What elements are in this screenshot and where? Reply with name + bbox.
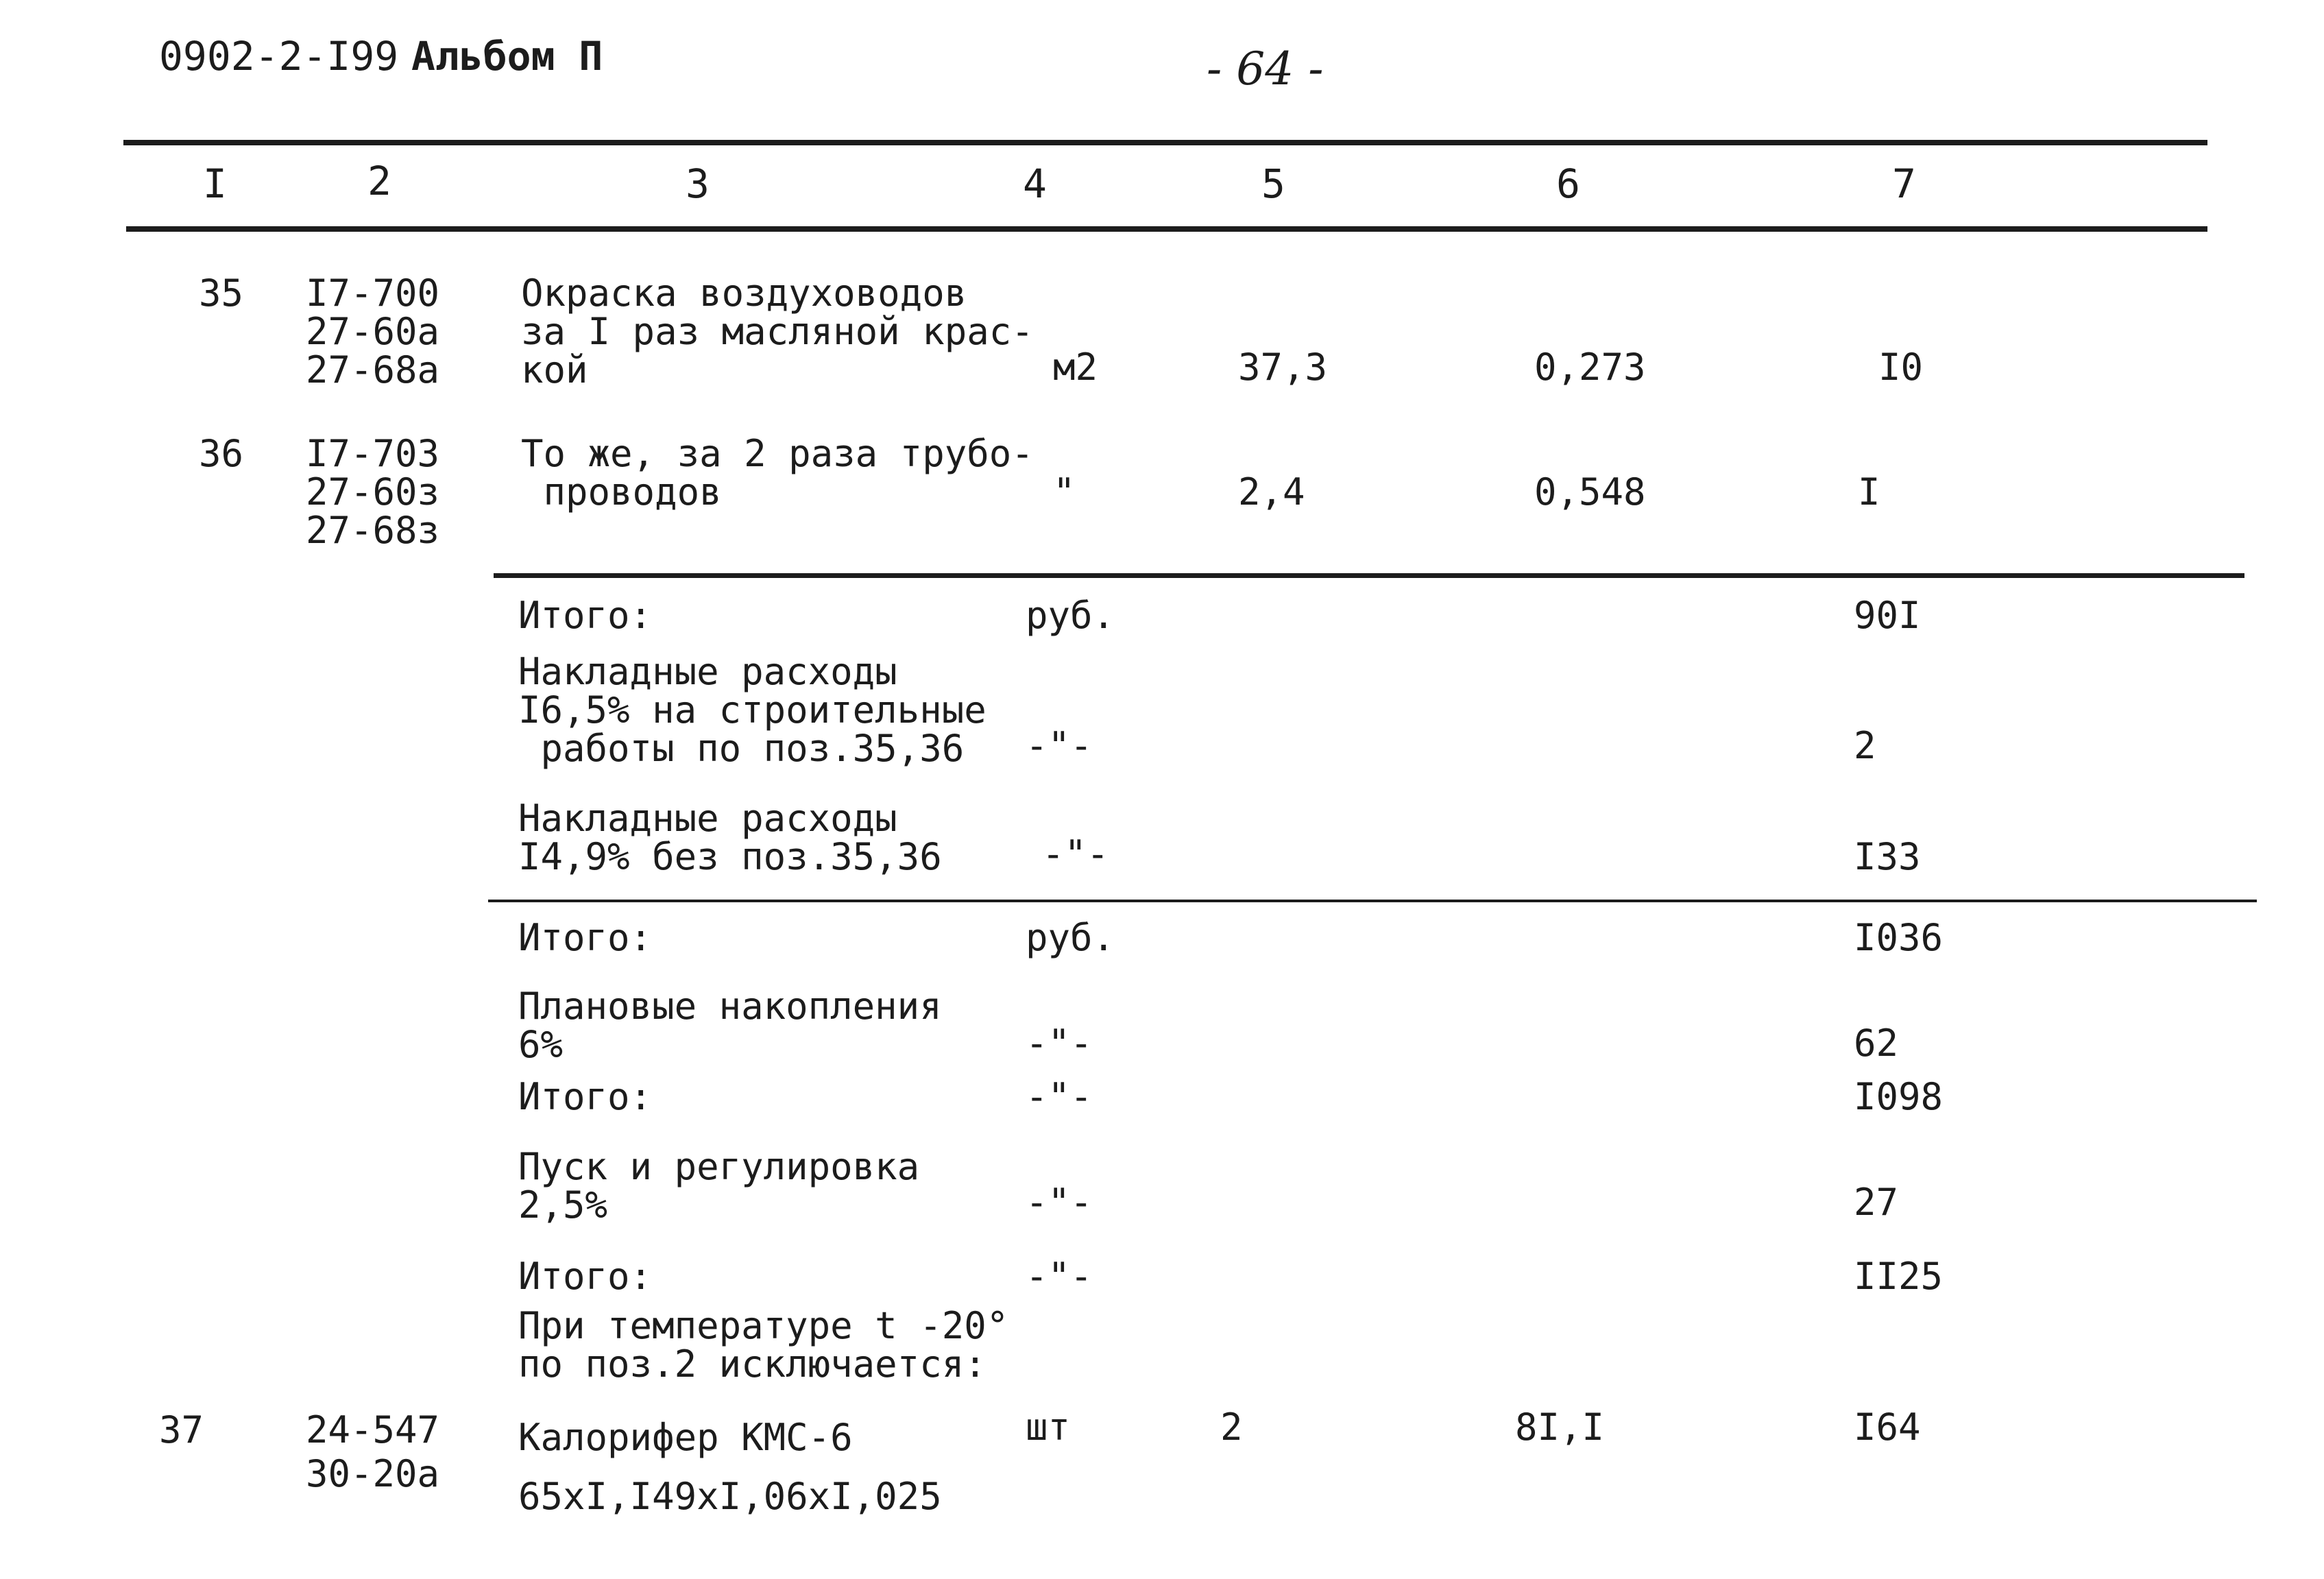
- row-35-total: I0: [1878, 346, 1924, 389]
- subtotal-3-label: Итого:: [518, 1075, 653, 1118]
- planned-savings-unit: -"-: [1026, 1022, 1093, 1065]
- row-36-number: 36: [199, 432, 244, 475]
- column-header-7: 7: [1892, 160, 1916, 207]
- page-number: - 64 -: [1207, 43, 1324, 95]
- subtotal-4-unit: -"-: [1026, 1255, 1093, 1298]
- column-header-5: 5: [1261, 160, 1285, 207]
- row-36-total: I: [1858, 470, 1880, 514]
- row-37-unit: шт: [1026, 1406, 1071, 1449]
- row-37-description: Калорифер КМС-6 65хI,I49хI,06хI,025: [518, 1416, 942, 1518]
- row-35-description: Окраска воздуховодов за I раз масляной крас- кой: [521, 272, 1034, 391]
- row-36-unit-price: 0,548: [1534, 470, 1646, 514]
- temperature-note: При температуре t -20° по поз.2 исключается:: [518, 1304, 1009, 1386]
- subtotal-3-total: I098: [1854, 1075, 1944, 1118]
- row-36-quantity: 2,4: [1238, 470, 1305, 514]
- overhead-1-unit: -"-: [1026, 724, 1093, 767]
- commissioning-label: Пуск и регулировка 2,5%: [518, 1145, 920, 1227]
- row-37-unit-price: 8I,I: [1515, 1406, 1605, 1449]
- row-35-quantity: 37,3: [1238, 346, 1328, 389]
- row-35-unit: м2: [1053, 346, 1098, 389]
- document-code: 0902-2-I99: [159, 33, 399, 80]
- commissioning-total: 27: [1854, 1181, 1899, 1224]
- subtotal-2-unit: руб.: [1026, 916, 1115, 959]
- row-35-unit-price: 0,273: [1534, 346, 1646, 389]
- subtotal-3-unit: -"-: [1026, 1075, 1093, 1118]
- subtotal-2-label: Итого:: [518, 916, 653, 959]
- column-header-6: 6: [1556, 160, 1580, 207]
- row-36-description: То же, за 2 раза трубо- проводов: [521, 432, 1034, 514]
- row-35-codes: I7-700 27-60а 27-68а: [306, 272, 440, 391]
- column-header-2: 2: [367, 158, 391, 204]
- row-37-number: 37: [159, 1408, 204, 1451]
- header-bottom-rule: [126, 226, 2207, 232]
- subtotal-1-label: Итого:: [518, 594, 653, 637]
- overhead-2-unit: -"-: [1042, 832, 1109, 876]
- subtotal-2-total: I036: [1854, 916, 1944, 959]
- subtotal-4-total: II25: [1854, 1255, 1944, 1298]
- planned-savings-total: 62: [1854, 1022, 1899, 1065]
- album-label: Альбом П: [411, 33, 603, 80]
- column-header-4: 4: [1023, 160, 1047, 207]
- row-36-unit: ": [1053, 470, 1076, 514]
- overhead-2-total: I33: [1854, 835, 1921, 878]
- subtotal-rule-2: [488, 900, 2257, 902]
- row-37-quantity: 2: [1220, 1406, 1243, 1449]
- row-37-codes: 24-547 30-20а: [306, 1408, 440, 1495]
- commissioning-unit: -"-: [1026, 1181, 1093, 1224]
- subtotal-4-label: Итого:: [518, 1255, 653, 1298]
- row-35-number: 35: [199, 272, 244, 315]
- planned-savings-label: Плановые накопления 6%: [518, 985, 942, 1066]
- row-36-codes: I7-703 27-60з 27-68з: [306, 432, 440, 552]
- column-header-1: I: [203, 160, 227, 207]
- column-header-3: 3: [686, 160, 710, 207]
- overhead-1-total: 2: [1854, 724, 1876, 767]
- subtotal-rule-1: [494, 573, 2244, 578]
- subtotal-1-unit: руб.: [1026, 594, 1115, 637]
- subtotal-1-total: 90I: [1854, 594, 1921, 637]
- overhead-2-label: Накладные расходы I4,9% без поз.35,36: [518, 797, 942, 878]
- overhead-1-label: Накладные расходы I6,5% на строительные работы по поз.35,36: [518, 650, 987, 770]
- top-rule: [123, 140, 2207, 145]
- row-37-total: I64: [1854, 1406, 1921, 1449]
